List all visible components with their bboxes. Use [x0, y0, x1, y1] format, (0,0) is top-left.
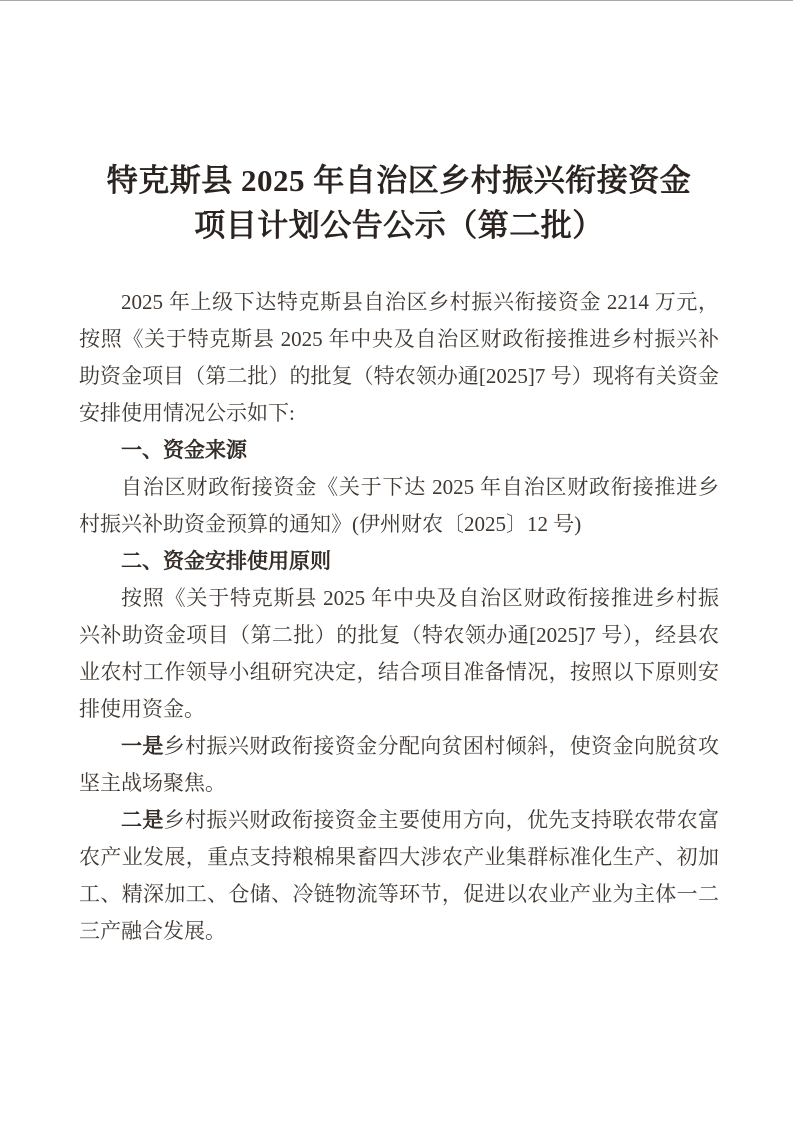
section-heading: 二、资金安排使用原则: [121, 549, 331, 573]
paragraph: 自治区财政衔接资金《关于下达 2025 年自治区财政衔接推进乡村振兴补助资金预算的通知》(伊州财农〔2025〕12 号): [79, 475, 719, 536]
scan-top-edge: [0, 0, 793, 1]
document-content: [79, 158, 719, 950]
paragraph: [79, 728, 719, 802]
paragraph-bold-prefix: 一是: [121, 734, 164, 758]
section-heading: 一、资金来源: [121, 438, 247, 462]
document-body: [79, 284, 719, 950]
paragraph: 按照《关于特克斯县 2025 年中央及自治区财政衔接推进乡村振兴补助资金项目（第二批）的批复（特农领办通[2025]7 号），经县农业农村工作领导小组研究决定，结合项目准备情况，按照以下原则安排使用资金。: [79, 586, 719, 721]
document-title: [79, 158, 719, 248]
paragraph-text: 乡村振兴财政衔接资金分配向贫困村倾斜，使资金向脱贫攻坚主战场聚焦。: [79, 734, 720, 795]
paragraph: 2025 年上级下达特克斯县自治区乡村振兴衔接资金 2214 万元，按照《关于特克斯县 2025 年中央及自治区财政衔接推进乡村振兴补助资金项目（第二批）的批复（特农领办通[2025]7 号）现将有关资金安排使用情况公示如下:: [79, 290, 719, 425]
document-title-line1: 特克斯县 2025 年自治区乡村振兴衔接资金: [106, 163, 692, 198]
paragraph-text: 乡村振兴财政衔接资金主要使用方向，优先支持联农带农富农产业发展，重点支持粮棉果畜四大涉农产业集群标准化生产、初加工、精深加工、仓储、冷链物流等环节，促进以农业产业为主体一二三产融合发展。: [79, 808, 720, 943]
paragraph-bold-prefix: 二是: [121, 808, 164, 832]
document-title-line2: 项目计划公告公示（第二批）: [194, 208, 604, 243]
paragraph: [79, 802, 719, 950]
